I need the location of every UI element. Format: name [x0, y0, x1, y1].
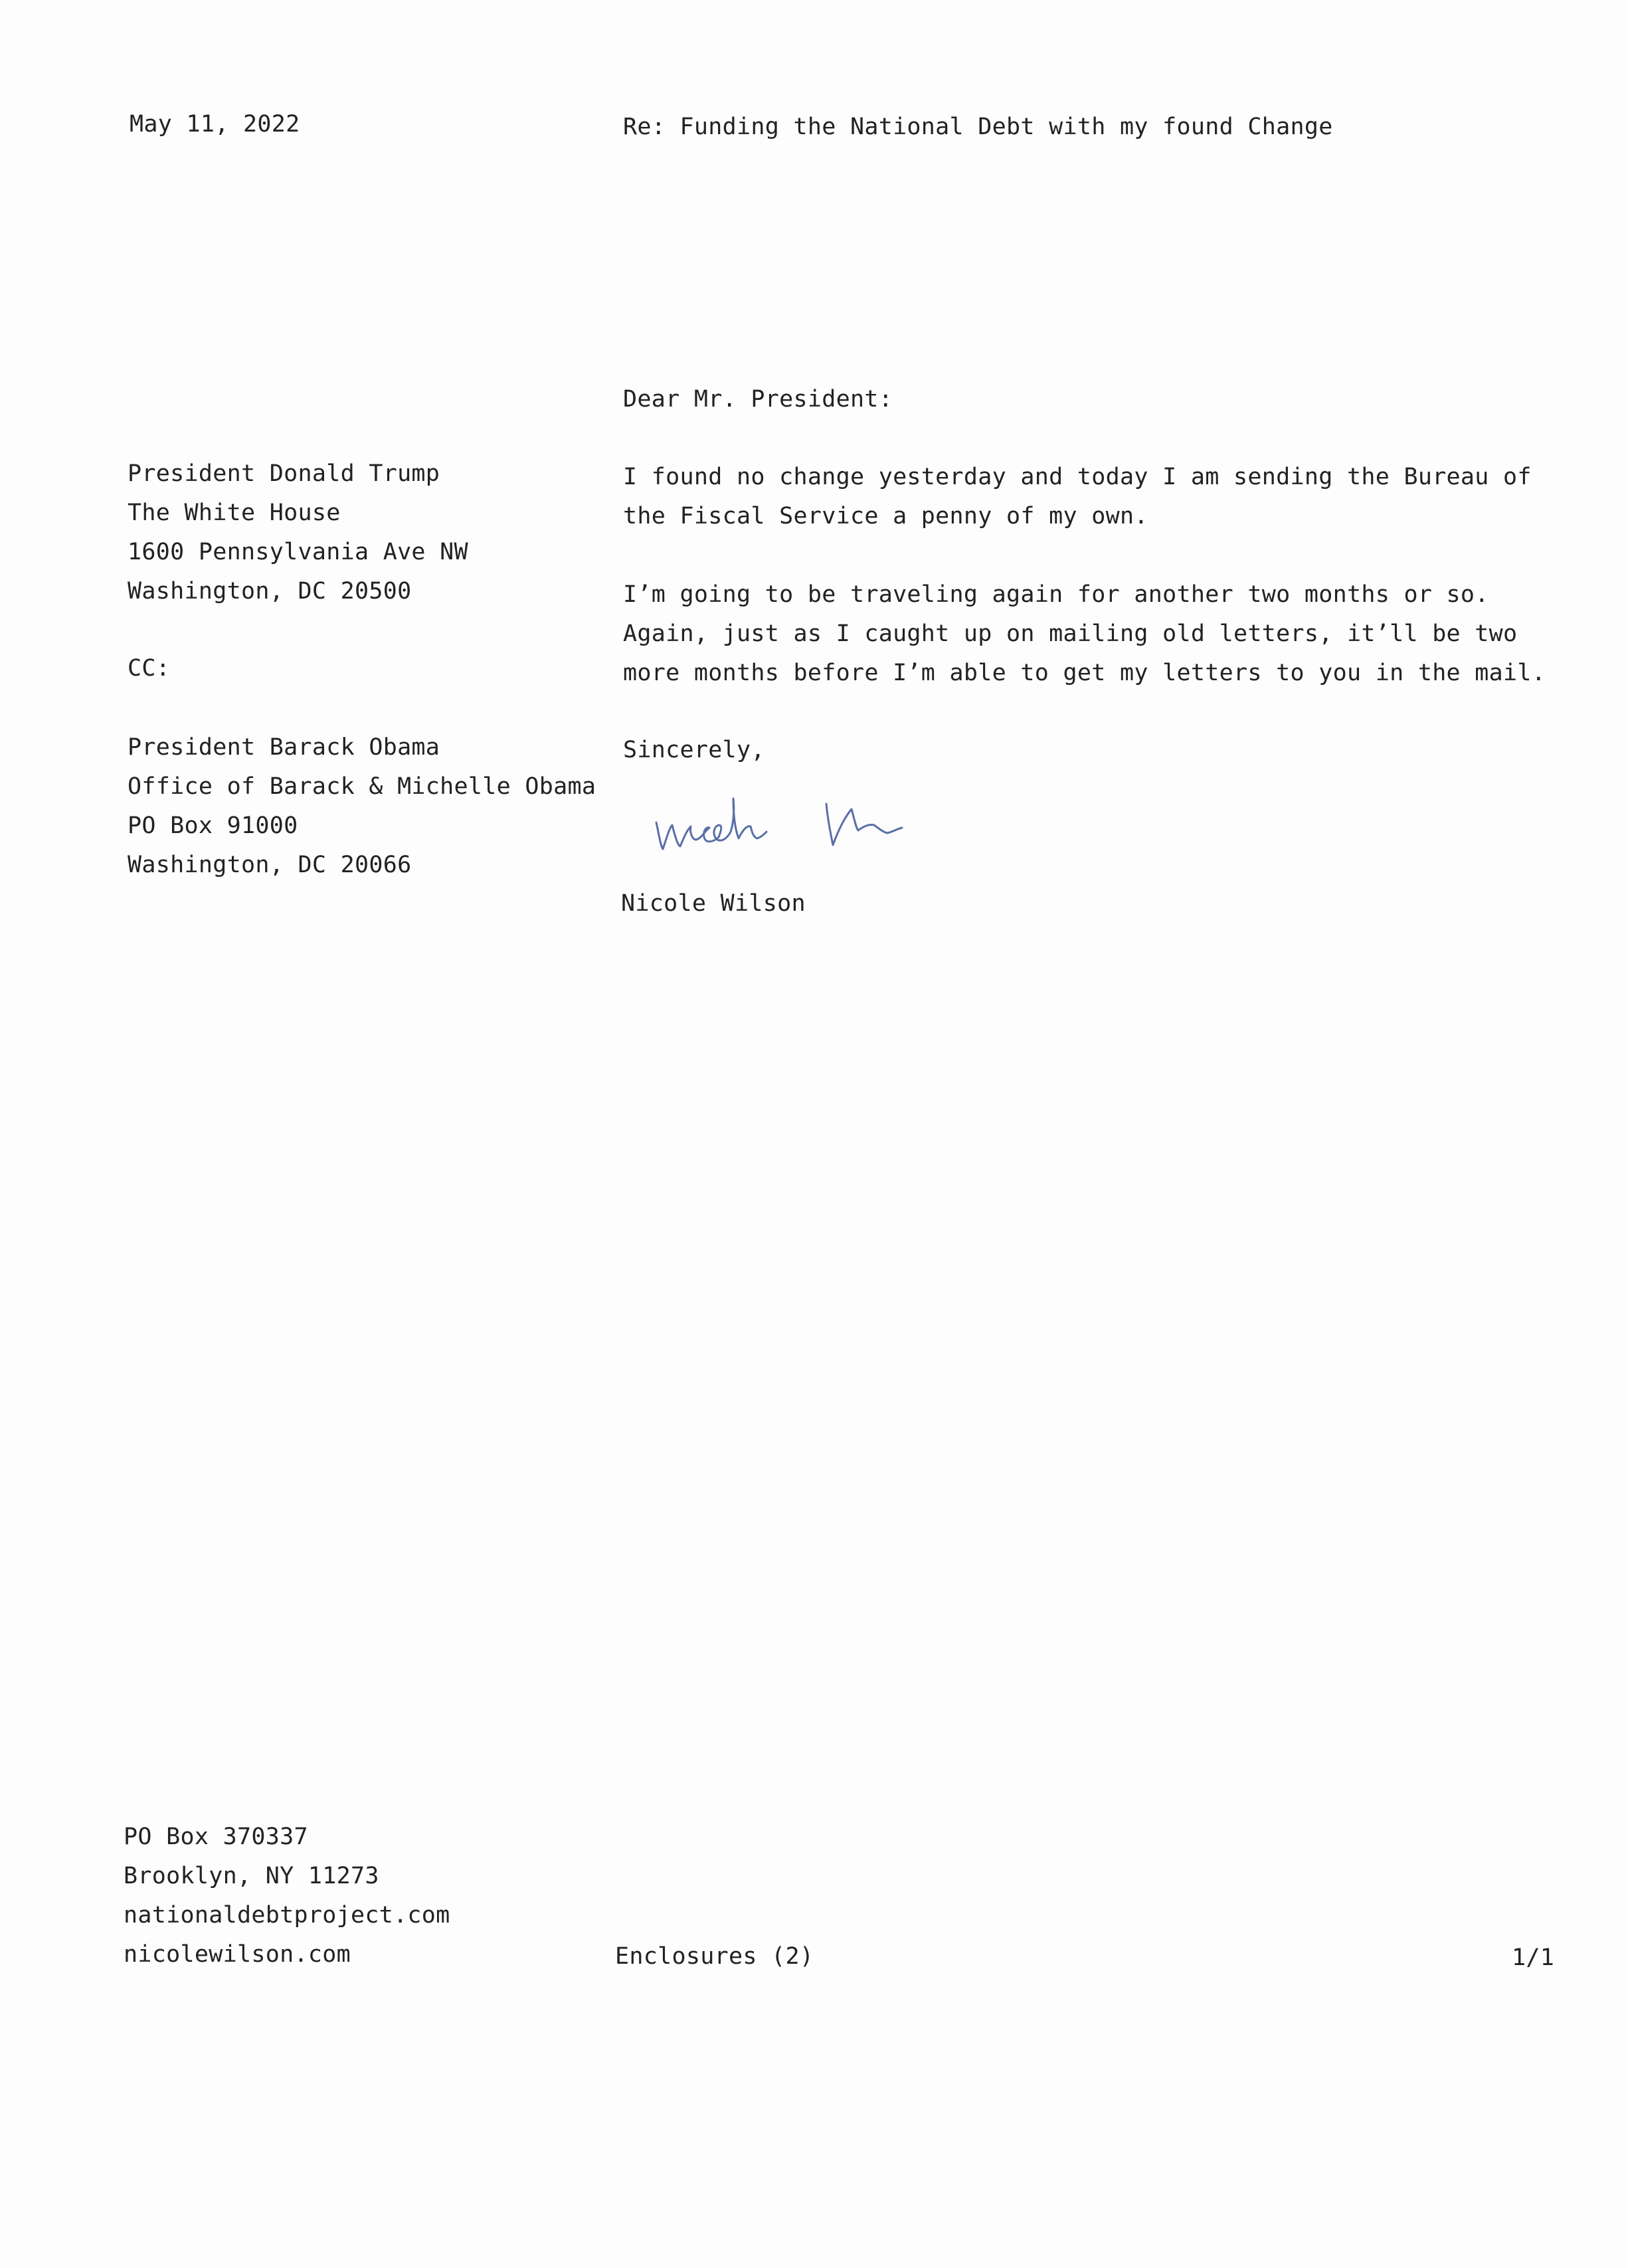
sender-website: nicolewilson.com — [124, 1941, 351, 1968]
recipient-address-line: 1600 Pennsylvania Ave NW — [128, 539, 468, 565]
signature-stroke — [826, 804, 902, 845]
signer-name: Nicole Wilson — [621, 890, 806, 917]
recipient-address-line: The White House — [128, 500, 341, 526]
body-paragraph-2 — [623, 575, 1546, 693]
closing: Sincerely, — [623, 737, 765, 763]
body-line: more months before I’m able to get my letters to you in the mail. — [623, 660, 1546, 686]
sender-address-line: PO Box 370337 — [124, 1824, 308, 1850]
page-number: 1/1 — [1512, 1944, 1555, 1971]
body-paragraph-1 — [623, 458, 1532, 536]
handwritten-signature — [650, 784, 995, 864]
sender-website: nationaldebtproject.com — [124, 1902, 450, 1929]
cc-address-line: President Barack Obama — [128, 734, 440, 761]
cc-address-line: PO Box 91000 — [128, 812, 298, 839]
letter-date: May 11, 2022 — [130, 111, 300, 138]
body-line: Again, just as I caught up on mailing old letters, it’ll be two — [623, 620, 1518, 647]
recipient-address-line: Washington, DC 20500 — [128, 578, 412, 605]
sender-address-line: Brooklyn, NY 11273 — [124, 1863, 379, 1889]
cc-label: CC: — [128, 655, 171, 682]
recipient-address — [128, 454, 468, 611]
salutation: Dear Mr. President: — [623, 386, 893, 413]
cc-recipient-address — [128, 728, 596, 885]
body-line: I’m going to be traveling again for another two months or so. — [623, 581, 1489, 608]
enclosures-note: Enclosures (2) — [615, 1943, 814, 1970]
signature-stroke — [656, 799, 767, 849]
recipient-address-line: President Donald Trump — [128, 460, 440, 487]
sender-address — [124, 1818, 450, 1974]
body-line: I found no change yesterday and today I am sending the Bureau of — [623, 464, 1532, 490]
cc-address-line: Washington, DC 20066 — [128, 852, 412, 878]
cc-address-line: Office of Barack & Michelle Obama — [128, 773, 596, 800]
body-line: the Fiscal Service a penny of my own. — [623, 503, 1148, 529]
letter-subject: Re: Funding the National Debt with my found Change — [623, 114, 1333, 140]
